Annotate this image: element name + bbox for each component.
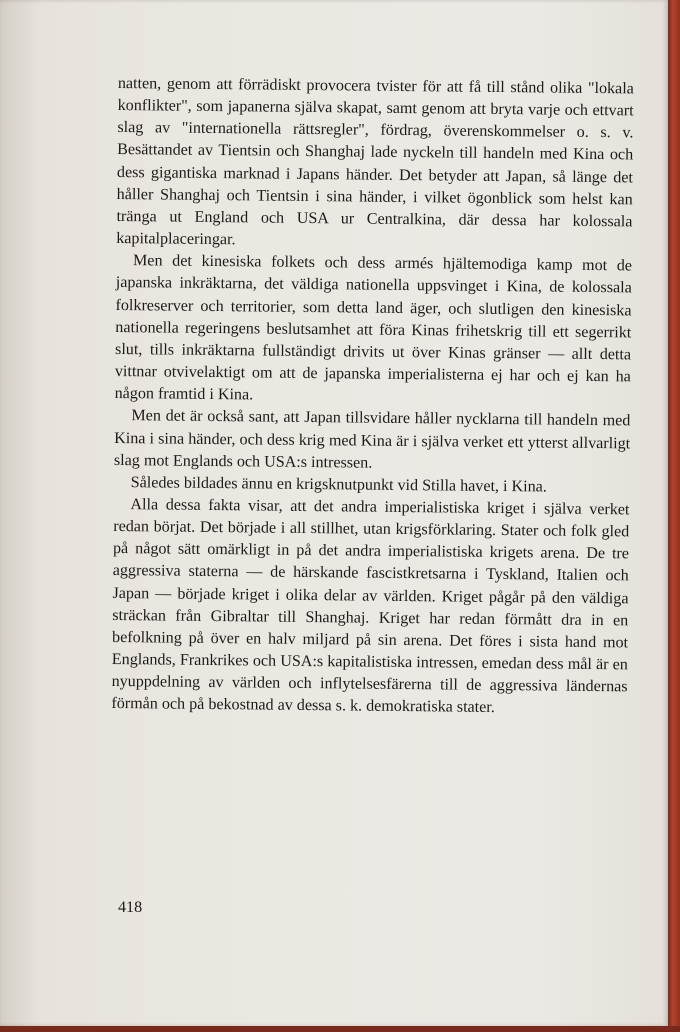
paragraph-4: Således bildades ännu en krigsknutpunkt vid Stilla havet, i Kina. [130,473,547,496]
book-edge [668,0,680,1032]
paragraph-2: Men det kinesiska folkets och dess armés hjältemodiga kamp mot de japanska inkräktarna, det väldiga nationella uppsvinget i Kina, de kolossala folkreserver och territorier, som detta land äger, och slutligen den kinesiska nationella regeringens beslutsamhet att föra Kinas frihetskrig till ett segerrikt slut, tills inkräktarna fullständigt drivits ut över Kinas gränser — allt detta vittnar otvivelaktigt om att de japanska imperialisterna ej har och ej kan ha någon framtid i Kina. [114,252,633,404]
paragraph-1: natten, genom att förrädiskt provocera tvister för att få till stånd olika "lokala konflikter", som japanerna själva skapat, samt genom att bryta varje och ettvart slag av "internationella rättsregler", fördrag, överenskommelser o. s. v. Besättandet av Tientsin och Shanghaj lade nyckeln till handeln med Kina och dess gigantiska marknad i Japans händer. Det betyder att Japan, så länge det håller Shanghaj och Tientsin i sina händer, i vilket ögonblick som helst kan tränga ut England och USA ur Centralkina, där dessa har kolossala kapitalplaceringar. [116,74,634,249]
book-bottom-edge [0,1026,680,1032]
paragraph-5: Alla dessa fakta visar, att det andra imperialistiska kriget i själva verket redan börjat. Det började i all stillhet, utan krigsförklaring. Stater och folk gled på något sätt omärkligt in på det andra imperialistiska krigets arena. De tre aggressiva staterna — de härskande fascistkretsarna i Tyskland, Italien och Japan — började kriget i olika delar av världen. Kriget pågår på den väldiga sträckan från Gibraltar till Shanghaj. Kriget har redan förmått dra in en befolkning på över en halv miljard på sin arena. Det föres i sista hand mot Englands, Frankrikes och USA:s kapitalistiska intressen, emedan dess mål är en nyuppdelning av världen och inflytelsesfärerna till de aggressiva ländernas förmån och på bekostnad av dessa s. k. demokratiska stater. [111,496,630,717]
body-text [111,73,634,721]
page-number: 418 [118,899,143,916]
paragraph-3: Men det är också sant, att Japan tillsvidare håller nycklarna till handeln med Kina i sina händer, och dess krig med Kina är i själva verket ett ytterst allvarligt slag mot Englands och USA:s intressen. [113,407,631,472]
